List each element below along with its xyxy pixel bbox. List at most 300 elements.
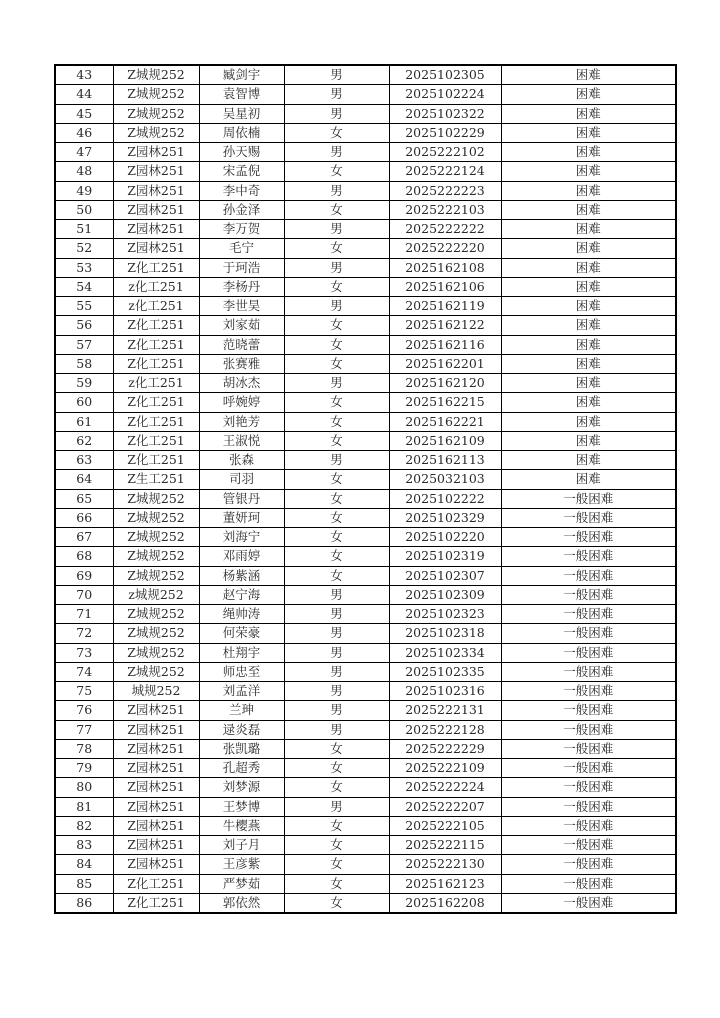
table-row	[55, 412, 676, 431]
table-row	[55, 65, 676, 85]
name-cell: 刘艳芳	[199, 412, 284, 431]
difficulty-level-cell: 一般困难	[501, 547, 676, 566]
student-id-cell: 2025222128	[389, 720, 501, 739]
name-cell: 李杨丹	[199, 277, 284, 296]
student-id-cell: 2025222131	[389, 701, 501, 720]
difficulty-level-cell: 一般困难	[501, 508, 676, 527]
difficulty-level-cell: 困难	[501, 162, 676, 181]
student-id-cell: 2025162221	[389, 412, 501, 431]
name-cell: 孙金泽	[199, 200, 284, 219]
name-cell: 王淑悦	[199, 431, 284, 450]
table-row	[55, 200, 676, 219]
student-aid-table	[54, 64, 677, 914]
difficulty-level-cell: 困难	[501, 200, 676, 219]
student-id-cell: 2025102224	[389, 85, 501, 104]
row-index-cell: 43	[55, 65, 113, 85]
difficulty-level-cell: 一般困难	[501, 605, 676, 624]
gender-cell: 女	[284, 277, 389, 296]
student-id-cell: 2025102322	[389, 104, 501, 123]
class-cell: Z园林251	[113, 816, 199, 835]
gender-cell: 女	[284, 354, 389, 373]
class-cell: Z园林251	[113, 855, 199, 874]
student-id-cell: 2025102329	[389, 508, 501, 527]
row-index-cell: 86	[55, 893, 113, 913]
name-cell: 李中奇	[199, 181, 284, 200]
difficulty-level-cell: 困难	[501, 431, 676, 450]
difficulty-level-cell: 困难	[501, 104, 676, 123]
row-index-cell: 80	[55, 778, 113, 797]
name-cell: 胡冰杰	[199, 374, 284, 393]
student-id-cell: 2025222102	[389, 143, 501, 162]
table-row	[55, 431, 676, 450]
row-index-cell: 64	[55, 470, 113, 489]
class-cell: z化工251	[113, 277, 199, 296]
table-row	[55, 816, 676, 835]
table-row	[55, 470, 676, 489]
class-cell: Z园林251	[113, 239, 199, 258]
gender-cell: 女	[284, 893, 389, 913]
gender-cell: 男	[284, 220, 389, 239]
table-row	[55, 566, 676, 585]
gender-cell: 男	[284, 605, 389, 624]
gender-cell: 女	[284, 874, 389, 893]
student-id-cell: 2025162119	[389, 297, 501, 316]
class-cell: Z生工251	[113, 470, 199, 489]
table-row	[55, 624, 676, 643]
class-cell: Z化工251	[113, 431, 199, 450]
class-cell: Z园林251	[113, 836, 199, 855]
class-cell: Z城规252	[113, 528, 199, 547]
name-cell: 周依楠	[199, 123, 284, 142]
class-cell: Z化工251	[113, 258, 199, 277]
class-cell: Z化工251	[113, 412, 199, 431]
difficulty-level-cell: 困难	[501, 374, 676, 393]
row-index-cell: 62	[55, 431, 113, 450]
student-id-cell: 2025162201	[389, 354, 501, 373]
row-index-cell: 56	[55, 316, 113, 335]
class-cell: Z园林251	[113, 759, 199, 778]
row-index-cell: 73	[55, 643, 113, 662]
name-cell: 杜翔宇	[199, 643, 284, 662]
table-row	[55, 528, 676, 547]
difficulty-level-cell: 一般困难	[501, 701, 676, 720]
class-cell: Z园林251	[113, 143, 199, 162]
student-id-cell: 2025162113	[389, 451, 501, 470]
row-index-cell: 58	[55, 354, 113, 373]
row-index-cell: 45	[55, 104, 113, 123]
student-id-cell: 2025222207	[389, 797, 501, 816]
gender-cell: 男	[284, 85, 389, 104]
name-cell: 宋孟倪	[199, 162, 284, 181]
student-id-cell: 2025222103	[389, 200, 501, 219]
gender-cell: 男	[284, 451, 389, 470]
difficulty-level-cell: 一般困难	[501, 643, 676, 662]
row-index-cell: 70	[55, 585, 113, 604]
table-row	[55, 335, 676, 354]
class-cell: Z园林251	[113, 778, 199, 797]
difficulty-level-cell: 一般困难	[501, 855, 676, 874]
row-index-cell: 85	[55, 874, 113, 893]
name-cell: 杨紫涵	[199, 566, 284, 585]
name-cell: 臧剑宇	[199, 65, 284, 85]
row-index-cell: 77	[55, 720, 113, 739]
difficulty-level-cell: 一般困难	[501, 662, 676, 681]
row-index-cell: 44	[55, 85, 113, 104]
difficulty-level-cell: 一般困难	[501, 720, 676, 739]
table-row	[55, 893, 676, 913]
student-id-cell: 2025222220	[389, 239, 501, 258]
difficulty-level-cell: 一般困难	[501, 585, 676, 604]
difficulty-level-cell: 一般困难	[501, 624, 676, 643]
name-cell: 李世昊	[199, 297, 284, 316]
gender-cell: 女	[284, 123, 389, 142]
name-cell: 孙天赐	[199, 143, 284, 162]
name-cell: 于珂浩	[199, 258, 284, 277]
table-row	[55, 393, 676, 412]
gender-cell: 男	[284, 104, 389, 123]
gender-cell: 男	[284, 682, 389, 701]
difficulty-level-cell: 困难	[501, 316, 676, 335]
table-row	[55, 316, 676, 335]
table-row	[55, 643, 676, 662]
table-row	[55, 874, 676, 893]
row-index-cell: 66	[55, 508, 113, 527]
gender-cell: 女	[284, 200, 389, 219]
student-id-cell: 2025222115	[389, 836, 501, 855]
gender-cell: 女	[284, 470, 389, 489]
gender-cell: 男	[284, 662, 389, 681]
gender-cell: 男	[284, 643, 389, 662]
gender-cell: 男	[284, 585, 389, 604]
name-cell: 逯炎磊	[199, 720, 284, 739]
gender-cell: 男	[284, 374, 389, 393]
class-cell: z化工251	[113, 374, 199, 393]
table-row	[55, 720, 676, 739]
difficulty-level-cell: 困难	[501, 354, 676, 373]
gender-cell: 男	[284, 143, 389, 162]
table-row	[55, 605, 676, 624]
table-row	[55, 855, 676, 874]
gender-cell: 女	[284, 316, 389, 335]
row-index-cell: 81	[55, 797, 113, 816]
name-cell: 严梦茹	[199, 874, 284, 893]
row-index-cell: 65	[55, 489, 113, 508]
difficulty-level-cell: 困难	[501, 335, 676, 354]
class-cell: Z园林251	[113, 720, 199, 739]
row-index-cell: 83	[55, 836, 113, 855]
difficulty-level-cell: 一般困难	[501, 893, 676, 913]
difficulty-level-cell: 一般困难	[501, 836, 676, 855]
gender-cell: 男	[284, 701, 389, 720]
row-index-cell: 48	[55, 162, 113, 181]
name-cell: 王梦博	[199, 797, 284, 816]
row-index-cell: 71	[55, 605, 113, 624]
difficulty-level-cell: 困难	[501, 412, 676, 431]
gender-cell: 女	[284, 431, 389, 450]
difficulty-level-cell: 一般困难	[501, 797, 676, 816]
row-index-cell: 51	[55, 220, 113, 239]
student-id-cell: 2025162120	[389, 374, 501, 393]
student-id-cell: 2025102316	[389, 682, 501, 701]
gender-cell: 男	[284, 181, 389, 200]
gender-cell: 男	[284, 624, 389, 643]
table-row	[55, 759, 676, 778]
student-id-cell: 2025162123	[389, 874, 501, 893]
name-cell: 张赛雅	[199, 354, 284, 373]
name-cell: 何荣豪	[199, 624, 284, 643]
student-id-cell: 2025222223	[389, 181, 501, 200]
table-body	[55, 65, 676, 913]
class-cell: Z城规252	[113, 643, 199, 662]
difficulty-level-cell: 困难	[501, 393, 676, 412]
student-id-cell: 2025102309	[389, 585, 501, 604]
name-cell: 司羽	[199, 470, 284, 489]
row-index-cell: 61	[55, 412, 113, 431]
name-cell: 刘子月	[199, 836, 284, 855]
difficulty-level-cell: 困难	[501, 65, 676, 85]
name-cell: 牛樱燕	[199, 816, 284, 835]
class-cell: Z化工251	[113, 354, 199, 373]
gender-cell: 男	[284, 297, 389, 316]
name-cell: 管银丹	[199, 489, 284, 508]
table-row	[55, 836, 676, 855]
student-id-cell: 2025102334	[389, 643, 501, 662]
difficulty-level-cell: 一般困难	[501, 489, 676, 508]
student-id-cell: 2025162108	[389, 258, 501, 277]
gender-cell: 女	[284, 162, 389, 181]
name-cell: 王彦紫	[199, 855, 284, 874]
student-id-cell: 2025162109	[389, 431, 501, 450]
class-cell: Z城规252	[113, 662, 199, 681]
difficulty-level-cell: 困难	[501, 143, 676, 162]
row-index-cell: 82	[55, 816, 113, 835]
name-cell: 袁智博	[199, 85, 284, 104]
difficulty-level-cell: 困难	[501, 181, 676, 200]
row-index-cell: 46	[55, 123, 113, 142]
row-index-cell: 76	[55, 701, 113, 720]
class-cell: Z城规252	[113, 489, 199, 508]
class-cell: Z化工251	[113, 393, 199, 412]
row-index-cell: 49	[55, 181, 113, 200]
difficulty-level-cell: 一般困难	[501, 739, 676, 758]
difficulty-level-cell: 困难	[501, 123, 676, 142]
row-index-cell: 74	[55, 662, 113, 681]
gender-cell: 男	[284, 65, 389, 85]
table-row	[55, 162, 676, 181]
gender-cell: 女	[284, 855, 389, 874]
name-cell: 刘海宁	[199, 528, 284, 547]
student-id-cell: 2025222130	[389, 855, 501, 874]
table-row	[55, 85, 676, 104]
row-index-cell: 52	[55, 239, 113, 258]
name-cell: 董妍珂	[199, 508, 284, 527]
student-id-cell: 2025102220	[389, 528, 501, 547]
row-index-cell: 50	[55, 200, 113, 219]
class-cell: Z园林251	[113, 162, 199, 181]
class-cell: Z化工251	[113, 316, 199, 335]
table-row	[55, 739, 676, 758]
table-row	[55, 258, 676, 277]
class-cell: 城规252	[113, 682, 199, 701]
class-cell: Z园林251	[113, 181, 199, 200]
student-id-cell: 2025102319	[389, 547, 501, 566]
name-cell: 刘家茹	[199, 316, 284, 335]
gender-cell: 女	[284, 816, 389, 835]
difficulty-level-cell: 困难	[501, 277, 676, 296]
difficulty-level-cell: 一般困难	[501, 528, 676, 547]
row-index-cell: 57	[55, 335, 113, 354]
gender-cell: 女	[284, 393, 389, 412]
student-id-cell: 2025162122	[389, 316, 501, 335]
class-cell: z化工251	[113, 297, 199, 316]
class-cell: Z园林251	[113, 220, 199, 239]
difficulty-level-cell: 困难	[501, 258, 676, 277]
gender-cell: 女	[284, 547, 389, 566]
class-cell: Z城规252	[113, 547, 199, 566]
row-index-cell: 63	[55, 451, 113, 470]
student-id-cell: 2025222105	[389, 816, 501, 835]
row-index-cell: 54	[55, 277, 113, 296]
table-row	[55, 374, 676, 393]
table-row	[55, 239, 676, 258]
gender-cell: 女	[284, 566, 389, 585]
class-cell: Z化工251	[113, 893, 199, 913]
table-row	[55, 104, 676, 123]
difficulty-level-cell: 一般困难	[501, 759, 676, 778]
table-row	[55, 297, 676, 316]
class-cell: Z化工251	[113, 874, 199, 893]
name-cell: 郭依然	[199, 893, 284, 913]
name-cell: 范晓蕾	[199, 335, 284, 354]
difficulty-level-cell: 困难	[501, 297, 676, 316]
name-cell: 吴星初	[199, 104, 284, 123]
student-id-cell: 2025222124	[389, 162, 501, 181]
gender-cell: 女	[284, 836, 389, 855]
gender-cell: 男	[284, 258, 389, 277]
gender-cell: 女	[284, 739, 389, 758]
class-cell: z城规252	[113, 585, 199, 604]
gender-cell: 女	[284, 759, 389, 778]
student-id-cell: 2025102305	[389, 65, 501, 85]
table-row	[55, 451, 676, 470]
name-cell: 赵宁海	[199, 585, 284, 604]
student-id-cell: 2025222109	[389, 759, 501, 778]
student-id-cell: 2025102222	[389, 489, 501, 508]
difficulty-level-cell: 一般困难	[501, 566, 676, 585]
difficulty-level-cell: 困难	[501, 220, 676, 239]
gender-cell: 女	[284, 335, 389, 354]
gender-cell: 女	[284, 489, 389, 508]
row-index-cell: 84	[55, 855, 113, 874]
table-row	[55, 181, 676, 200]
gender-cell: 女	[284, 412, 389, 431]
name-cell: 张森	[199, 451, 284, 470]
gender-cell: 女	[284, 528, 389, 547]
row-index-cell: 67	[55, 528, 113, 547]
name-cell: 孔超秀	[199, 759, 284, 778]
table-row	[55, 143, 676, 162]
row-index-cell: 68	[55, 547, 113, 566]
name-cell: 刘梦源	[199, 778, 284, 797]
name-cell: 兰珅	[199, 701, 284, 720]
row-index-cell: 72	[55, 624, 113, 643]
name-cell: 李万贺	[199, 220, 284, 239]
class-cell: Z园林251	[113, 200, 199, 219]
row-index-cell: 55	[55, 297, 113, 316]
difficulty-level-cell: 困难	[501, 85, 676, 104]
class-cell: Z城规252	[113, 605, 199, 624]
gender-cell: 男	[284, 720, 389, 739]
table-row	[55, 547, 676, 566]
name-cell: 邓雨婷	[199, 547, 284, 566]
gender-cell: 女	[284, 508, 389, 527]
difficulty-level-cell: 一般困难	[501, 682, 676, 701]
student-id-cell: 2025102307	[389, 566, 501, 585]
class-cell: Z城规252	[113, 85, 199, 104]
table-row	[55, 662, 676, 681]
student-id-cell: 2025222222	[389, 220, 501, 239]
name-cell: 绳帅涛	[199, 605, 284, 624]
class-cell: Z城规252	[113, 508, 199, 527]
difficulty-level-cell: 一般困难	[501, 816, 676, 835]
class-cell: Z化工251	[113, 451, 199, 470]
name-cell: 刘孟洋	[199, 682, 284, 701]
table-row	[55, 489, 676, 508]
difficulty-level-cell: 困难	[501, 451, 676, 470]
class-cell: Z城规252	[113, 65, 199, 85]
class-cell: Z城规252	[113, 104, 199, 123]
table-row	[55, 123, 676, 142]
table-row	[55, 701, 676, 720]
row-index-cell: 59	[55, 374, 113, 393]
class-cell: Z化工251	[113, 335, 199, 354]
difficulty-level-cell: 一般困难	[501, 778, 676, 797]
table-row	[55, 277, 676, 296]
table-row	[55, 682, 676, 701]
class-cell: Z城规252	[113, 624, 199, 643]
name-cell: 师忠至	[199, 662, 284, 681]
class-cell: Z城规252	[113, 566, 199, 585]
table-row	[55, 354, 676, 373]
gender-cell: 男	[284, 797, 389, 816]
row-index-cell: 79	[55, 759, 113, 778]
student-id-cell: 2025032103	[389, 470, 501, 489]
student-id-cell: 2025102229	[389, 123, 501, 142]
difficulty-level-cell: 困难	[501, 239, 676, 258]
row-index-cell: 47	[55, 143, 113, 162]
student-id-cell: 2025162106	[389, 277, 501, 296]
table-row	[55, 797, 676, 816]
row-index-cell: 53	[55, 258, 113, 277]
row-index-cell: 69	[55, 566, 113, 585]
difficulty-level-cell: 困难	[501, 470, 676, 489]
difficulty-level-cell: 一般困难	[501, 874, 676, 893]
student-id-cell: 2025162116	[389, 335, 501, 354]
student-id-cell: 2025222224	[389, 778, 501, 797]
student-id-cell: 2025102323	[389, 605, 501, 624]
class-cell: Z园林251	[113, 739, 199, 758]
student-id-cell: 2025102318	[389, 624, 501, 643]
gender-cell: 女	[284, 778, 389, 797]
table-row	[55, 508, 676, 527]
student-id-cell: 2025102335	[389, 662, 501, 681]
row-index-cell: 75	[55, 682, 113, 701]
student-id-cell: 2025222229	[389, 739, 501, 758]
table-row	[55, 778, 676, 797]
class-cell: Z园林251	[113, 701, 199, 720]
row-index-cell: 60	[55, 393, 113, 412]
table-row	[55, 220, 676, 239]
